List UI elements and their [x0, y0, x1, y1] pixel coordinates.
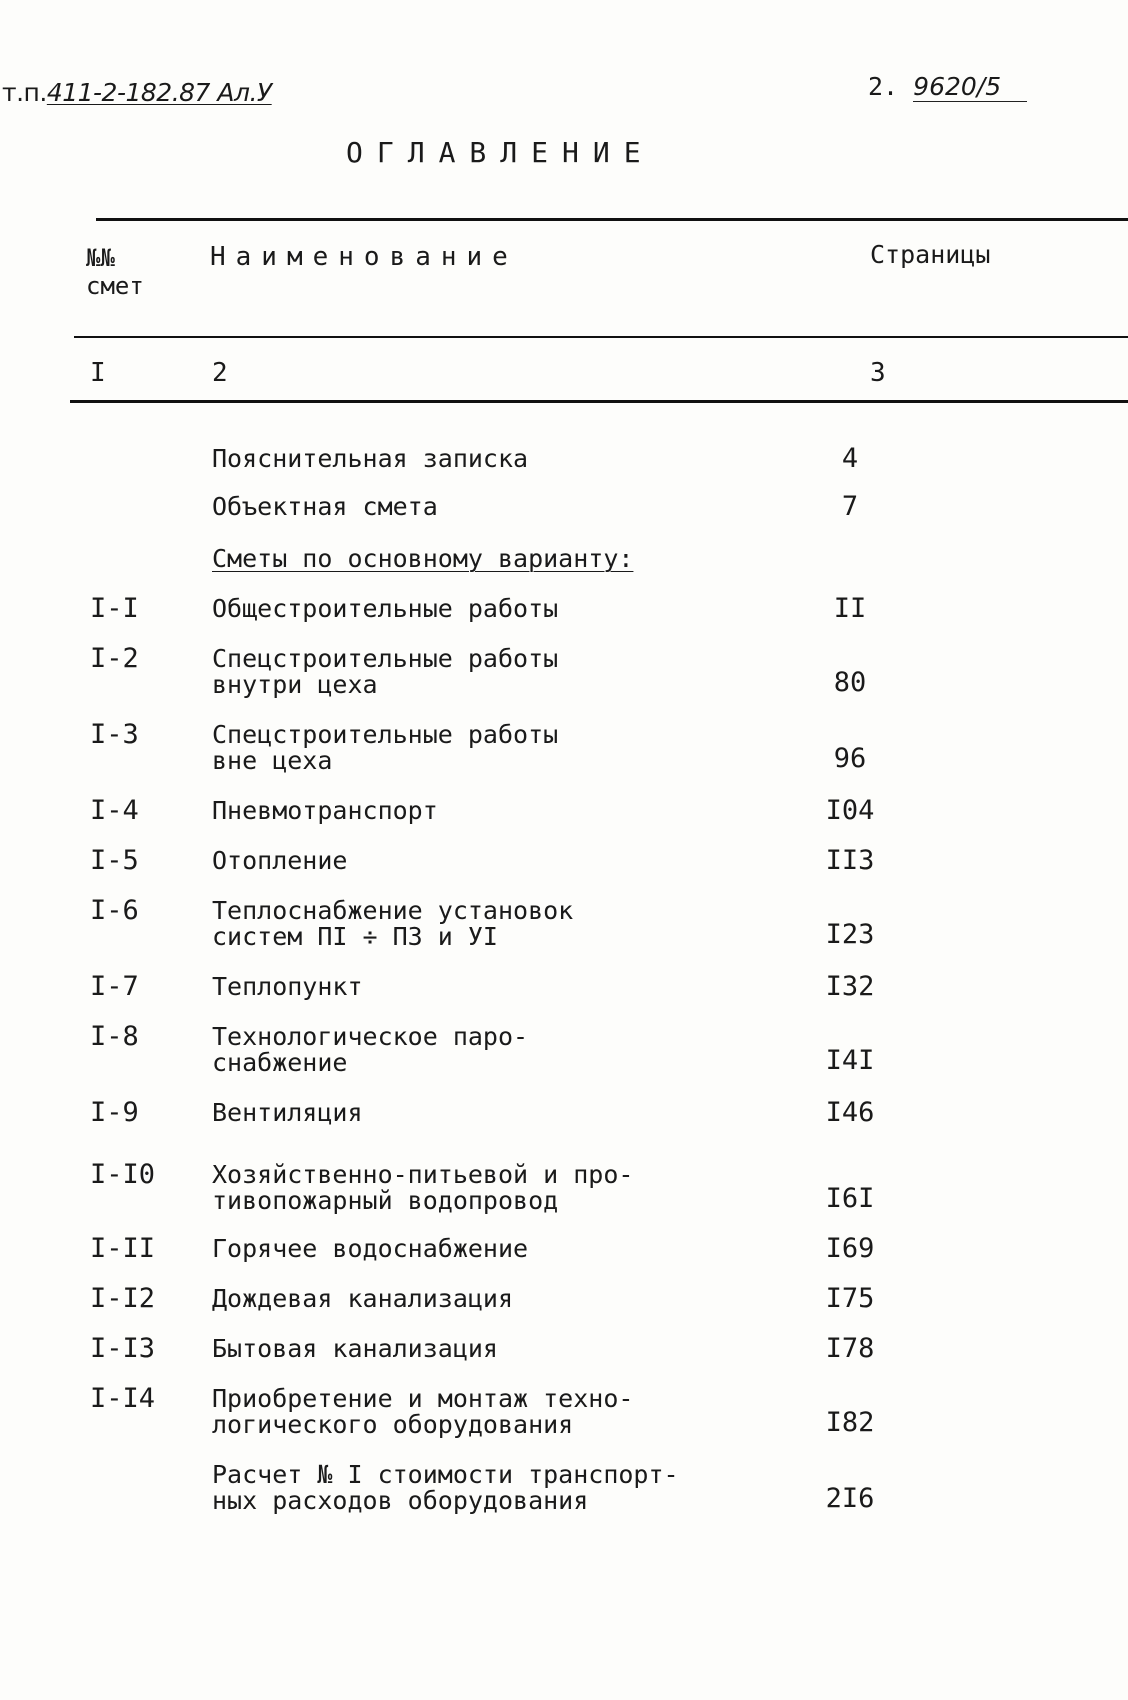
estimate-name: Отопление	[212, 846, 348, 875]
column-number-1: I	[90, 358, 106, 388]
page-number: II3	[825, 845, 875, 876]
estimate-number: I-3	[90, 719, 139, 750]
header-pages: Страницы	[870, 240, 991, 269]
estimate-name: Приобретение и монтаж техно- логического оборудования	[212, 1384, 634, 1439]
document-code-prefix: т.п.	[2, 78, 47, 107]
page-number: I4I	[825, 1045, 875, 1076]
estimate-name: Горячее водоснабжение	[212, 1234, 529, 1263]
sheet-number-handwritten: 9620/5	[913, 72, 1027, 102]
estimate-name: Спецстроительные работы внутри цеха	[212, 644, 559, 699]
estimate-name: Вентиляция	[212, 1098, 363, 1127]
estimate-number: I-I0	[90, 1159, 156, 1190]
sheet-number	[868, 72, 1027, 101]
page-number: I82	[825, 1407, 875, 1438]
page-number: 7	[841, 491, 859, 522]
header-name: Наименование	[210, 242, 518, 272]
estimate-name: Общестроительные работы	[212, 594, 559, 623]
table-top-rule	[96, 218, 1128, 221]
estimate-name: Объектная смета	[212, 492, 438, 521]
sheet-number-prefix: 2.	[868, 72, 899, 101]
page-number: 2I6	[825, 1483, 875, 1514]
header-bottom-rule	[74, 336, 1128, 338]
column-number-2: 2	[212, 358, 228, 388]
estimate-number: I-4	[90, 795, 139, 826]
estimate-number: I-II	[90, 1233, 156, 1264]
page-number: II	[833, 593, 867, 624]
document-code-handwritten: 411-2-182.87 Ал.У	[46, 78, 272, 107]
header-estimate-number	[86, 244, 144, 300]
estimate-number: I-I3	[90, 1333, 156, 1364]
page-number: I23	[825, 919, 875, 950]
estimate-name: Хозяйственно-питьевой и про- тивопожарный водопровод	[212, 1160, 634, 1215]
estimate-number: I-I	[90, 593, 139, 624]
column-number-3: 3	[870, 358, 886, 388]
page-number: I75	[825, 1283, 875, 1314]
estimate-number: I-5	[90, 845, 139, 876]
page-number: 96	[833, 743, 867, 774]
page-number: I32	[825, 971, 875, 1002]
estimate-name: Теплоснабжение установок систем ПI ÷ П3 и УI	[212, 896, 574, 951]
page-title: ОГЛАВЛЕНИЕ	[346, 136, 655, 169]
estimate-name: Дождевая канализация	[212, 1284, 514, 1313]
page-number: 4	[841, 443, 859, 474]
estimate-number: I-8	[90, 1021, 139, 1052]
estimate-number: I-6	[90, 895, 139, 926]
page-number: I46	[825, 1097, 875, 1128]
estimate-number: I-2	[90, 643, 139, 674]
estimate-name: Расчет № I стоимости транспорт- ных расходов оборудования	[212, 1460, 679, 1515]
estimate-name: Теплопункт	[212, 972, 363, 1001]
estimate-name: Сметы по основному варианту:	[212, 544, 634, 573]
estimate-number: I-I4	[90, 1383, 156, 1414]
estimate-name: Пневмотранспорт	[212, 796, 438, 825]
estimate-name: Технологическое паро- снабжение	[212, 1022, 529, 1077]
page-number: I69	[825, 1233, 875, 1264]
document-code	[2, 78, 272, 107]
estimate-number: I-9	[90, 1097, 139, 1128]
estimate-name: Пояснительная записка	[212, 444, 529, 473]
estimate-name: Бытовая канализация	[212, 1334, 498, 1363]
estimate-number: I-I2	[90, 1283, 156, 1314]
estimate-name: Спецстроительные работы вне цеха	[212, 720, 559, 775]
header-estimate-number-line2: смет	[86, 272, 144, 300]
page-number: I6I	[825, 1183, 875, 1214]
header-estimate-number-line1: №№	[86, 244, 115, 272]
column-numbers-bottom-rule	[70, 400, 1128, 403]
page-number: 80	[833, 667, 867, 698]
page-number: I78	[825, 1333, 875, 1364]
page-number: I04	[825, 795, 875, 826]
estimate-number: I-7	[90, 971, 139, 1002]
